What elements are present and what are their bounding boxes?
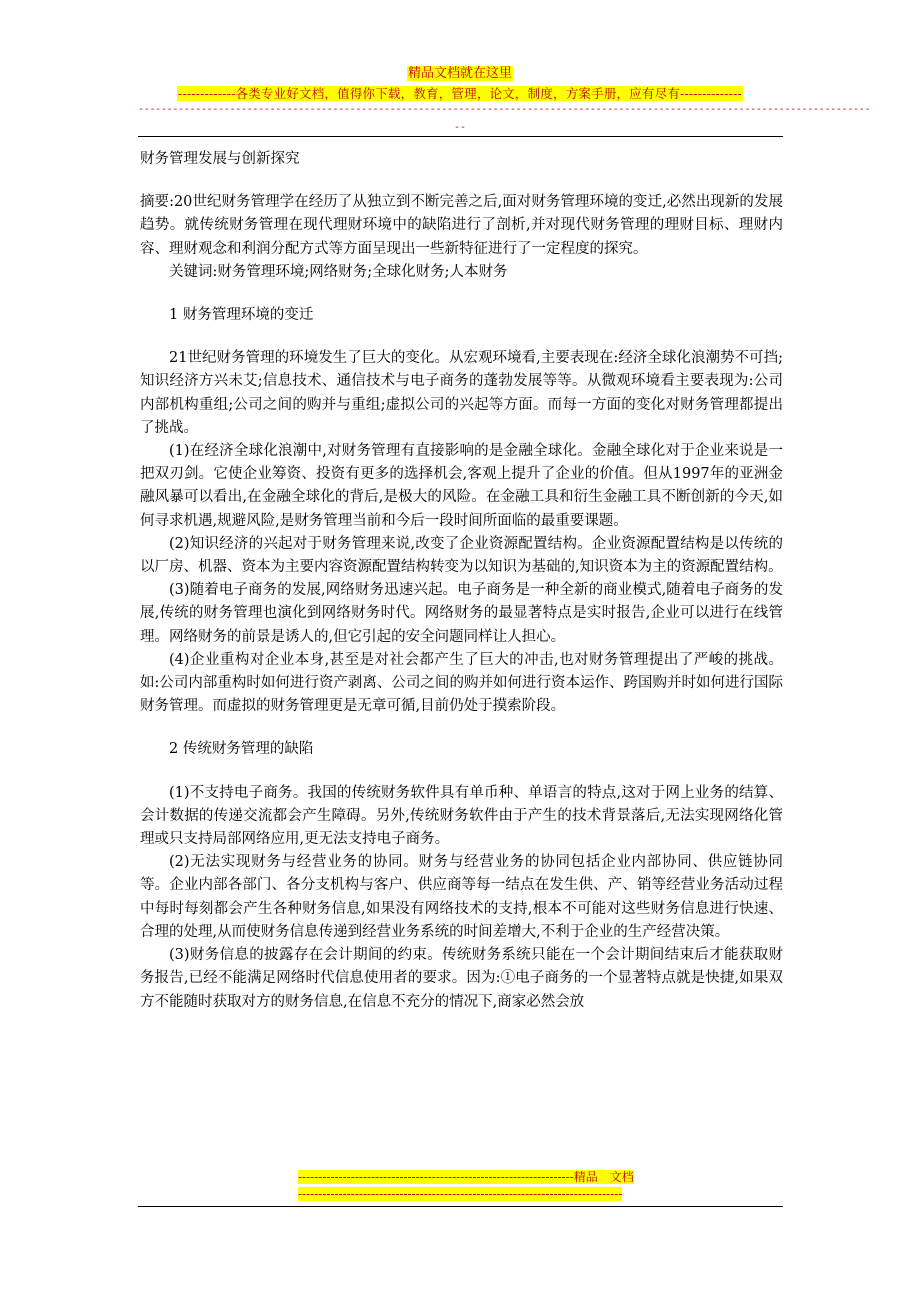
footer-line-1-text: --------------------------------------------------------------------精品 文档: [298, 1170, 634, 1184]
header-title: [0, 66, 920, 82]
section-1-paragraph: (1)在经济全球化浪潮中,对财务管理有直接影响的是金融全球化。金融全球化对于企业来说是一把双刃剑。它使企业筹资、投资有更多的选择机会,客观上提升了企业的价值。但从1997年的亚洲金融风暴可以看出,在金融全球化的背后,是极大的风险。在金融工具和衍生金融工具不断创新的今天,如何寻求机遇,规避风险,是财务管理当前和今后一段时间所面临的最重要课题。: [140, 443, 783, 529]
header-tagline: [0, 86, 920, 102]
keywords-paragraph: 关键词:财务管理环境;网络财务;全球化财务;人本财务: [169, 263, 508, 280]
section-2-paragraph: (3)财务信息的披露存在会计期间的约束。传统财务系统只能在一个会计期间结束后才能获取财务报告,已经不能满足网络时代信息使用者的要求。因为:①电子商务的一个显著特点就是快捷,如果双方不能随时获取对方的财务信息,在信息不充分的情况下,商家必然会放: [140, 947, 783, 1010]
header-dash-line: --------------------------------------------------------------------------------------------------------------------------------: [138, 104, 871, 115]
document-title: 财务管理发展与创新探究: [140, 151, 300, 167]
footer-line-2: [298, 1187, 622, 1202]
abstract-paragraph: 摘要:20世纪财务管理学在经历了从独立到不断完善之后,面对财务管理环境的变迁,必然出现新的发展趋势。就传统财务管理在现代理财环境中的缺陷进行了剖析,并对现代财务管理的理财目标、理财内容、理财观念和利润分配方式等方面呈现出一些新特征进行了一定程度的探究。: [140, 194, 783, 257]
footer-line-2-text: --------------------------------------------------------------------------------: [298, 1187, 623, 1201]
section-1-paragraph: (3)随着电子商务的发展,网络财务迅速兴起。电子商务是一种全新的商业模式,随着电子商务的发展,传统的财务管理也演化到网络财务时代。网络财务的最显著特点是实时报告,企业可以进行在线管理。网络财务的前景是诱人的,但它引起的安全问题同样让人担心。: [140, 582, 783, 645]
header-divider: [138, 136, 783, 137]
section-1-heading: 1 财务管理环境的变迁: [169, 307, 314, 324]
section-2-heading: 2 传统财务管理的缺陷: [169, 741, 314, 758]
header-title-text: 精品文档就在这里: [407, 66, 512, 81]
section-1-paragraph: 21世纪财务管理的环境发生了巨大的变化。从宏观环境看,主要表现在:经济全球化浪潮势不可挡;知识经济方兴未艾;信息技术、通信技术与电子商务的蓬勃发展等等。从微观环境看主要表现为:公司内部机构重组;公司之间的购并与重组;虚拟公司的兴起等方面。而每一方面的变化对财务管理都提出了挑战。: [140, 350, 783, 436]
footer-divider: [138, 1206, 783, 1207]
header-dash-tail: --: [454, 122, 467, 133]
section-1-paragraph: (4)企业重构对企业本身,甚至是对社会都产生了巨大的冲击,也对财务管理提出了严峻的挑战。如:公司内部重构时如何进行资产剥离、公司之间的购并如何进行资本运作、跨国购并时如何进行国际财务管理。而虚拟的财务管理更是无章可循,目前仍处于摸索阶段。: [140, 651, 783, 715]
header-tagline-text: -------------各类专业好文档，值得你下载，教育，管理，论文，制度，方案手册，应有尽有--------------: [178, 86, 742, 101]
section-1-paragraph: (2)知识经济的兴起对于财务管理来说,改变了企业资源配置结构。企业资源配置结构是以传统的以厂房、机器、资本为主要内容资源配置结构转变为以知识为基础的,知识资本为主的资源配置结构。: [140, 535, 783, 576]
section-2-paragraph: (1)不支持电子商务。我国的传统财务软件具有单币种、单语言的特点,这对于网上业务的结算、会计数据的传递交流都会产生障碍。另外,传统财务软件由于产生的技术背景落后,无法实现网络化管理或只支持局部网络应用,更无法支持电子商务。: [140, 784, 783, 848]
document-body: [140, 148, 783, 1014]
section-2-paragraph: (2)无法实现财务与经营业务的协同。财务与经营业务的协同包括企业内部协同、供应链协同等。企业内部各部门、各分支机构与客户、供应商等每一结点在发生供、产、销等经营业务活动过程中每时每刻都会产生各种财务信息,如果没有网络技术的支持,根本不可能对这些财务信息进行快速、合理的处理,从而使财务信息传递到经营业务系统的时间差增大,不利于企业的生产经营决策。: [140, 854, 783, 940]
footer-line-1: [298, 1170, 634, 1185]
